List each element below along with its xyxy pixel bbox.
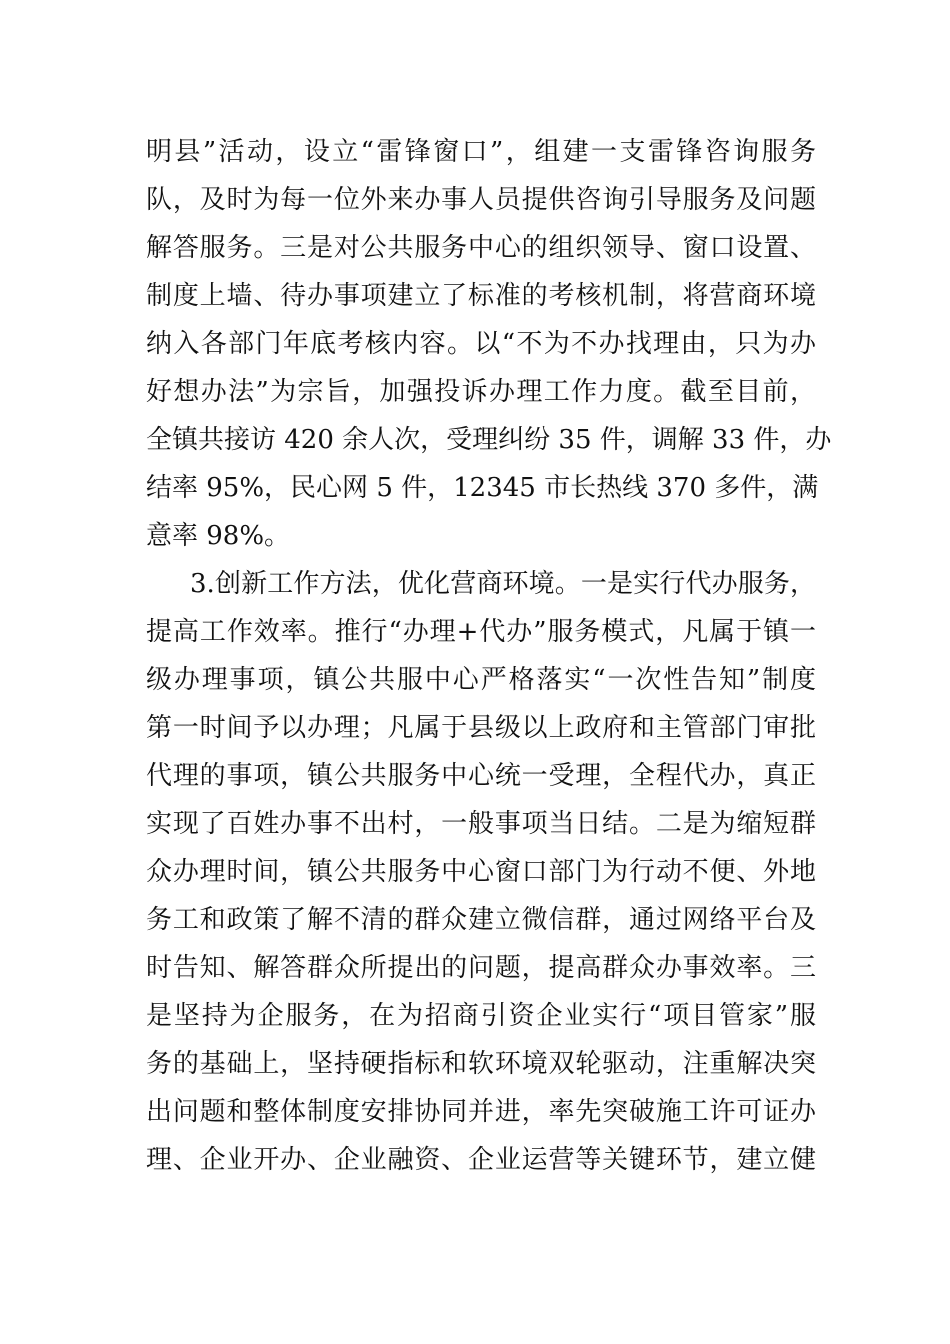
text-line: 明县”活动，设立“雷锋窗口”，组建一支雷锋咨询服务	[146, 137, 816, 167]
text-line: 制度上墙、待办事项建立了标准的考核机制，将营商环境	[146, 281, 816, 311]
text-line: 纳入各部门年底考核内容。以“不为不办找理由，只为办	[146, 329, 816, 359]
text-line: 时告知、解答群众所提出的问题，提高群众办事效率。三	[146, 953, 816, 983]
text-line: 务工和政策了解不清的群众建立微信群，通过网络平台及	[146, 905, 816, 935]
text-line: 代理的事项，镇公共服务中心统一受理，全程代办，真正	[146, 761, 816, 791]
text-line: 结率 95%，民心网 5 件，12345 市长热线 370 多件，满	[146, 473, 819, 503]
text-line: 出问题和整体制度安排协同并进，率先突破施工许可证办	[146, 1097, 816, 1127]
text-line: 务的基础上，坚持硬指标和软环境双轮驱动，注重解决突	[146, 1049, 816, 1079]
text-line: 实现了百姓办事不出村，一般事项当日结。二是为缩短群	[146, 809, 816, 839]
text-line: 提高工作效率。推行“办理+代办”服务模式，凡属于镇一	[146, 617, 816, 647]
body-text	[146, 128, 832, 1184]
text-line: 理、企业开办、企业融资、企业运营等关键环节，建立健	[146, 1145, 816, 1175]
text-line: 意率 98%。	[146, 521, 291, 551]
text-line: 解答服务。三是对公共服务中心的组织领导、窗口设置、	[146, 233, 816, 263]
text-line: 队，及时为每一位外来办事人员提供咨询引导服务及问题	[146, 185, 816, 215]
text-line: 第一时间予以办理；凡属于县级以上政府和主管部门审批	[146, 713, 816, 743]
text-line: 好想办法”为宗旨，加强投诉办理工作力度。截至目前，	[146, 377, 816, 407]
text-line: 全镇共接访 420 余人次，受理纠纷 35 件，调解 33 件，办	[146, 425, 832, 455]
text-line: 是坚持为企服务，在为招商引资企业实行“项目管家”服	[146, 1001, 816, 1031]
text-line: 级办理事项，镇公共服中心严格落实“一次性告知”制度	[146, 665, 816, 695]
section-heading-line: 3.创新工作方法，优化营商环境。一是实行代办服务，	[190, 569, 816, 599]
text-line: 众办理时间，镇公共服务中心窗口部门为行动不便、外地	[146, 857, 816, 887]
